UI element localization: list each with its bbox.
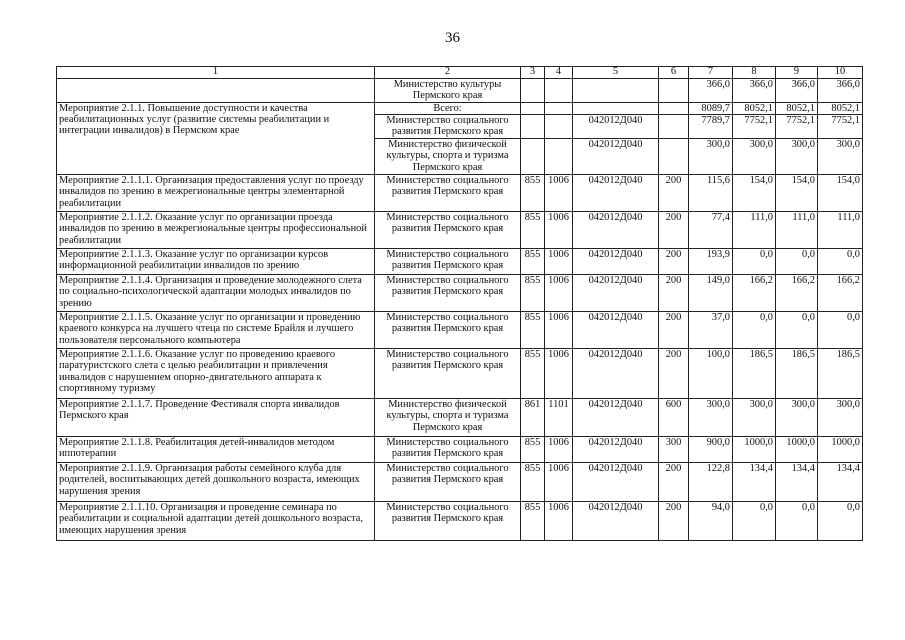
- expense-type-cell: [659, 115, 689, 139]
- table-row: [57, 502, 863, 541]
- grbs-cell: 861: [521, 399, 545, 437]
- section-cell: 1101: [545, 399, 573, 437]
- section-cell: [545, 79, 573, 103]
- amount-cell: 77,4: [689, 212, 733, 249]
- section-cell: 1006: [545, 502, 573, 541]
- amount-cell: 8052,1: [776, 103, 818, 115]
- amount-cell: 37,0: [689, 312, 733, 349]
- header-cell: 9: [776, 67, 818, 79]
- amount-cell: 1000,0: [776, 437, 818, 463]
- amount-cell: 300,0: [776, 139, 818, 175]
- grbs-cell: 855: [521, 249, 545, 275]
- amount-cell: 149,0: [689, 275, 733, 312]
- amount-cell: 366,0: [776, 79, 818, 103]
- expense-type-cell: 200: [659, 175, 689, 212]
- target-article-cell: 042012Д040: [573, 115, 659, 139]
- expense-type-cell: 600: [659, 399, 689, 437]
- section-cell: [545, 139, 573, 175]
- table-row: [57, 249, 863, 275]
- table-row: [57, 399, 863, 437]
- executor-cell: Министерство физической культуры, спорта и туризма Пермского края: [375, 139, 521, 175]
- header-cell: 6: [659, 67, 689, 79]
- target-article-cell: [573, 79, 659, 103]
- measure-name-cell: Мероприятие 2.1.1.1. Организация предоставления услуг по проезду инвалидов по зрению в межрегиональные центры элементарной реабилитации: [57, 175, 375, 212]
- measure-name-cell: [57, 79, 375, 103]
- expense-type-cell: 200: [659, 212, 689, 249]
- target-article-cell: 042012Д040: [573, 349, 659, 399]
- target-article-cell: 042012Д040: [573, 399, 659, 437]
- executor-cell: Министерство социального развития Пермского края: [375, 349, 521, 399]
- amount-cell: 166,2: [818, 275, 863, 312]
- amount-cell: 300,0: [689, 139, 733, 175]
- amount-cell: 300,0: [733, 399, 776, 437]
- measure-name-cell: Мероприятие 2.1.1.9. Организация работы семейного клуба для родителей, воспитывающих детей дошкольного возраста, имеющих нарушения зрения: [57, 463, 375, 502]
- section-cell: [545, 115, 573, 139]
- amount-cell: 111,0: [776, 212, 818, 249]
- executor-cell: Министерство социального развития Пермского края: [375, 437, 521, 463]
- amount-cell: 0,0: [818, 502, 863, 541]
- measure-name-cell: Мероприятие 2.1.1.3. Оказание услуг по организации курсов информационной реабилитации инвалидов по зрению: [57, 249, 375, 275]
- executor-cell: Министерство социального развития Пермского края: [375, 312, 521, 349]
- amount-cell: 100,0: [689, 349, 733, 399]
- target-article-cell: 042012Д040: [573, 139, 659, 175]
- expense-type-cell: [659, 103, 689, 115]
- amount-cell: 134,4: [818, 463, 863, 502]
- table-row: [57, 212, 863, 249]
- header-cell: 3: [521, 67, 545, 79]
- amount-cell: 300,0: [733, 139, 776, 175]
- amount-cell: 1000,0: [733, 437, 776, 463]
- section-cell: 1006: [545, 312, 573, 349]
- amount-cell: 8089,7: [689, 103, 733, 115]
- header-cell: 5: [573, 67, 659, 79]
- target-article-cell: 042012Д040: [573, 502, 659, 541]
- amount-cell: 134,4: [776, 463, 818, 502]
- amount-cell: 115,6: [689, 175, 733, 212]
- expense-type-cell: 200: [659, 275, 689, 312]
- header-cell: 1: [57, 67, 375, 79]
- amount-cell: 366,0: [818, 79, 863, 103]
- amount-cell: 186,5: [776, 349, 818, 399]
- executor-cell: Министерство социального развития Пермского края: [375, 463, 521, 502]
- amount-cell: 300,0: [689, 399, 733, 437]
- amount-cell: 0,0: [818, 249, 863, 275]
- target-article-cell: 042012Д040: [573, 463, 659, 502]
- amount-cell: 186,5: [818, 349, 863, 399]
- amount-cell: 8052,1: [818, 103, 863, 115]
- amount-cell: 154,0: [776, 175, 818, 212]
- amount-cell: 7752,1: [733, 115, 776, 139]
- grbs-cell: 855: [521, 212, 545, 249]
- amount-cell: 154,0: [733, 175, 776, 212]
- header-cell: 10: [818, 67, 863, 79]
- target-article-cell: 042012Д040: [573, 175, 659, 212]
- target-article-cell: 042012Д040: [573, 275, 659, 312]
- grbs-cell: [521, 79, 545, 103]
- executor-cell: Министерство физической культуры, спорта и туризма Пермского края: [375, 399, 521, 437]
- section-cell: 1006: [545, 275, 573, 312]
- expense-type-cell: 200: [659, 312, 689, 349]
- amount-cell: 0,0: [733, 249, 776, 275]
- section-cell: 1006: [545, 175, 573, 212]
- section-cell: 1006: [545, 463, 573, 502]
- amount-cell: 7789,7: [689, 115, 733, 139]
- amount-cell: 0,0: [733, 312, 776, 349]
- amount-cell: 122,8: [689, 463, 733, 502]
- amount-cell: 0,0: [776, 312, 818, 349]
- amount-cell: 0,0: [733, 502, 776, 541]
- table-row: [57, 312, 863, 349]
- grbs-cell: 855: [521, 349, 545, 399]
- target-article-cell: [573, 103, 659, 115]
- header-cell: 2: [375, 67, 521, 79]
- expense-type-cell: [659, 79, 689, 103]
- table-row: [57, 437, 863, 463]
- header-row: [57, 67, 863, 79]
- amount-cell: 7752,1: [776, 115, 818, 139]
- amount-cell: 111,0: [818, 212, 863, 249]
- amount-cell: 0,0: [818, 312, 863, 349]
- amount-cell: 94,0: [689, 502, 733, 541]
- table-row: [57, 349, 863, 399]
- header-cell: 4: [545, 67, 573, 79]
- section-cell: 1006: [545, 437, 573, 463]
- measure-name-cell: Мероприятие 2.1.1.2. Оказание услуг по организации проезда инвалидов по зрению в межрегиональные центры профессиональной реабилитации: [57, 212, 375, 249]
- grbs-cell: 855: [521, 463, 545, 502]
- target-article-cell: 042012Д040: [573, 212, 659, 249]
- measure-name-cell: Мероприятие 2.1.1.4. Организация и проведение молодежного слета по социально-психологической адаптации молодых инвалидов по зрению: [57, 275, 375, 312]
- amount-cell: 0,0: [776, 502, 818, 541]
- measure-name-cell: Мероприятие 2.1.1.10. Организация и проведение семинара по реабилитации и социальной адаптации детей дошкольного возраста, имеющих нарушения зрения: [57, 502, 375, 541]
- amount-cell: 0,0: [776, 249, 818, 275]
- amount-cell: 300,0: [818, 399, 863, 437]
- amount-cell: 7752,1: [818, 115, 863, 139]
- executor-cell: Всего:: [375, 103, 521, 115]
- amount-cell: 154,0: [818, 175, 863, 212]
- executor-cell: Министерство культуры Пермского края: [375, 79, 521, 103]
- expense-type-cell: 200: [659, 463, 689, 502]
- expense-type-cell: 300: [659, 437, 689, 463]
- grbs-cell: [521, 103, 545, 115]
- target-article-cell: 042012Д040: [573, 312, 659, 349]
- measure-name-cell: Мероприятие 2.1.1.6. Оказание услуг по проведению краевого паратуристского слета с целью реабилитации и привлечения инвалидов с нарушением опорно-двигательного аппарата к спортивному туризму: [57, 349, 375, 399]
- header-cell: 7: [689, 67, 733, 79]
- target-article-cell: 042012Д040: [573, 437, 659, 463]
- amount-cell: 900,0: [689, 437, 733, 463]
- amount-cell: 366,0: [689, 79, 733, 103]
- grbs-cell: [521, 115, 545, 139]
- grbs-cell: 855: [521, 502, 545, 541]
- grbs-cell: 855: [521, 275, 545, 312]
- budget-table: [56, 66, 863, 541]
- grbs-cell: 855: [521, 437, 545, 463]
- measure-name-cell: Мероприятие 2.1.1.8. Реабилитация детей-инвалидов методом иппотерапии: [57, 437, 375, 463]
- target-article-cell: 042012Д040: [573, 249, 659, 275]
- table-row: [57, 175, 863, 212]
- expense-type-cell: 200: [659, 249, 689, 275]
- measure-name-cell: Мероприятие 2.1.1. Повышение доступности и качества реабилитационных услуг (развитие системы реабилитации и интеграции инвалидов) в Пермском крае: [57, 103, 375, 175]
- expense-type-cell: 200: [659, 502, 689, 541]
- amount-cell: 300,0: [776, 399, 818, 437]
- page-number: 36: [445, 30, 460, 46]
- section-cell: 1006: [545, 349, 573, 399]
- amount-cell: 366,0: [733, 79, 776, 103]
- measure-name-cell: Мероприятие 2.1.1.7. Проведение Фестиваля спорта инвалидов Пермского края: [57, 399, 375, 437]
- amount-cell: 166,2: [733, 275, 776, 312]
- grbs-cell: 855: [521, 312, 545, 349]
- grbs-cell: 855: [521, 175, 545, 212]
- table-row: [57, 463, 863, 502]
- amount-cell: 166,2: [776, 275, 818, 312]
- amount-cell: 1000,0: [818, 437, 863, 463]
- amount-cell: 134,4: [733, 463, 776, 502]
- measure-name-cell: Мероприятие 2.1.1.5. Оказание услуг по организации и проведению краевого конкурса на лучшего чтеца по системе Брайля и лучшего пользователя персонального компьютера: [57, 312, 375, 349]
- table-row: [57, 275, 863, 312]
- expense-type-cell: [659, 139, 689, 175]
- expense-type-cell: 200: [659, 349, 689, 399]
- executor-cell: Министерство социального развития Пермского края: [375, 175, 521, 212]
- section-cell: 1006: [545, 249, 573, 275]
- executor-cell: Министерство социального развития Пермского края: [375, 249, 521, 275]
- executor-cell: Министерство социального развития Пермского края: [375, 212, 521, 249]
- table-row: [57, 79, 863, 103]
- table-row: [57, 103, 863, 115]
- amount-cell: 193,9: [689, 249, 733, 275]
- executor-cell: Министерство социального развития Пермского края: [375, 115, 521, 139]
- amount-cell: 186,5: [733, 349, 776, 399]
- amount-cell: 111,0: [733, 212, 776, 249]
- amount-cell: 8052,1: [733, 103, 776, 115]
- header-cell: 8: [733, 67, 776, 79]
- grbs-cell: [521, 139, 545, 175]
- executor-cell: Министерство социального развития Пермского края: [375, 502, 521, 541]
- amount-cell: 300,0: [818, 139, 863, 175]
- section-cell: [545, 103, 573, 115]
- section-cell: 1006: [545, 212, 573, 249]
- executor-cell: Министерство социального развития Пермского края: [375, 275, 521, 312]
